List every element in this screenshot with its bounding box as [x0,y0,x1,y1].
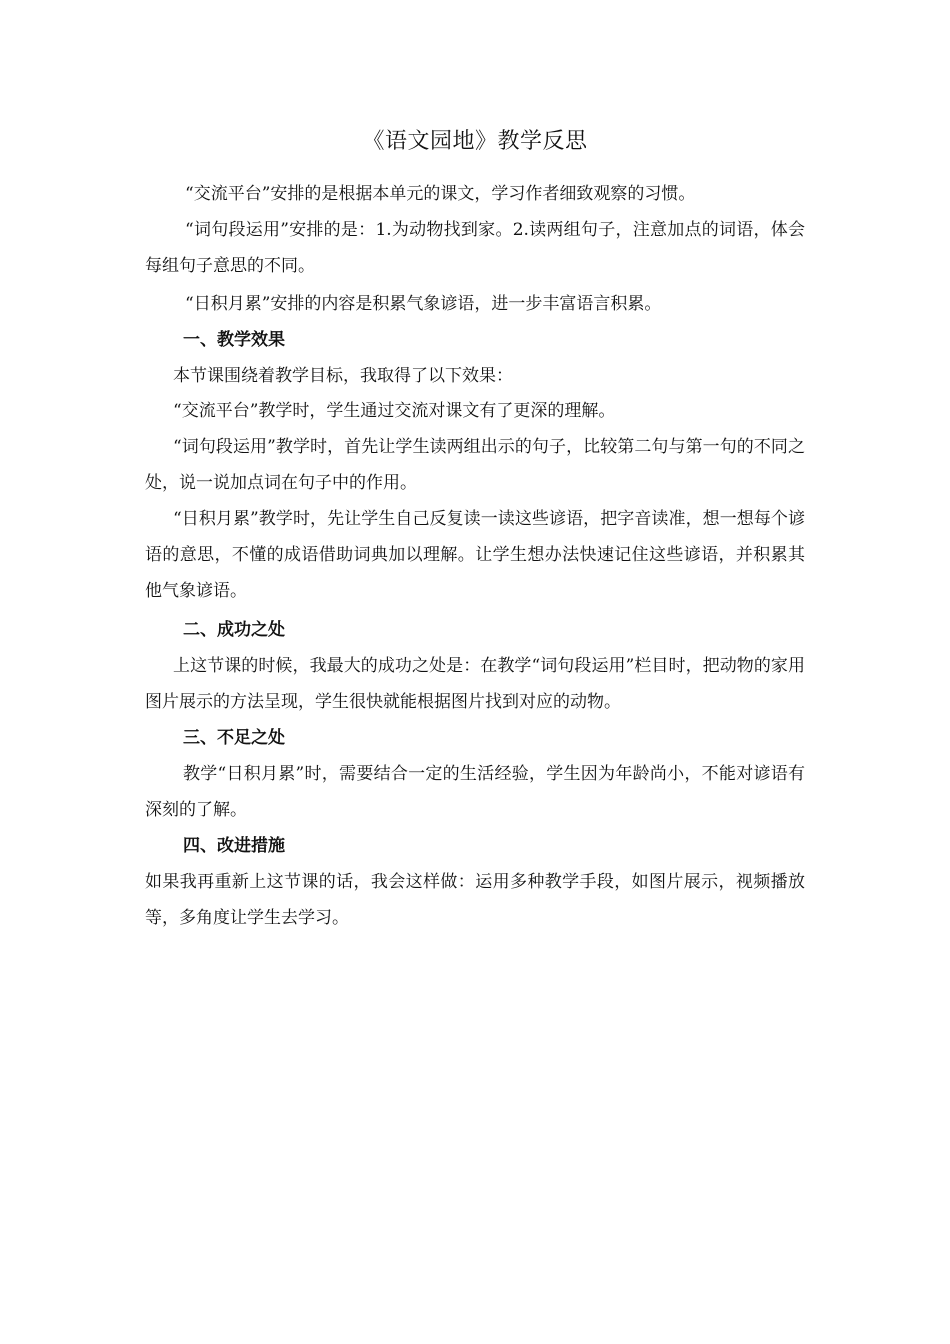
intro-paragraph-1: “交流平台”安排的是根据本单元的课文，学习作者细致观察的习惯。 [185,184,696,204]
section-3-paragraph-1: 教学“日积月累”时，需要结合一定的生活经验，学生因为年龄尚小，不能对谚语有深刻的了解。 [145,764,805,820]
section-2-paragraph-1: 上这节课的时候，我最大的成功之处是：在教学“词句段运用”栏目时，把动物的家用图片展示的方法呈现，学生很快就能根据图片找到对应的动物。 [145,656,805,712]
section-1-paragraph-1: 本节课围绕着教学目标，我取得了以下效果： [173,366,513,386]
section-heading-improvements: 四、改进措施 [183,836,285,856]
intro-paragraph-3: “日积月累”安排的内容是积累气象谚语，进一步丰富语言积累。 [185,294,662,314]
section-heading-teaching-effect: 一、教学效果 [183,330,285,350]
section-1-paragraph-4: “日积月累”教学时，先让学生自己反复读一读这些谚语，把字音读准，想一想每个谚语的意思，不懂的成语借助词典加以理解。让学生想办法快速记住这些谚语，并积累其他气象谚语。 [145,509,805,601]
section-heading-successes: 二、成功之处 [183,620,285,640]
section-1-paragraph-3: “词句段运用”教学时，首先让学生读两组出示的句子，比较第二句与第一句的不同之处，说一说加点词在句子中的作用。 [145,437,805,493]
document-title: 《语文园地》教学反思 [362,129,588,154]
section-heading-shortcomings: 三、不足之处 [183,728,285,748]
section-1-paragraph-2: “交流平台”教学时，学生通过交流对课文有了更深的理解。 [173,401,616,421]
section-4-paragraph-1: 如果我再重新上这节课的话，我会这样做：运用多种教学手段，如图片展示，视频播放等，多角度让学生去学习。 [145,872,805,928]
intro-paragraph-2: “词句段运用”安排的是：1.为动物找到家。2.读两组句子，注意加点的词语，体会每组句子意思的不同。 [145,220,805,276]
